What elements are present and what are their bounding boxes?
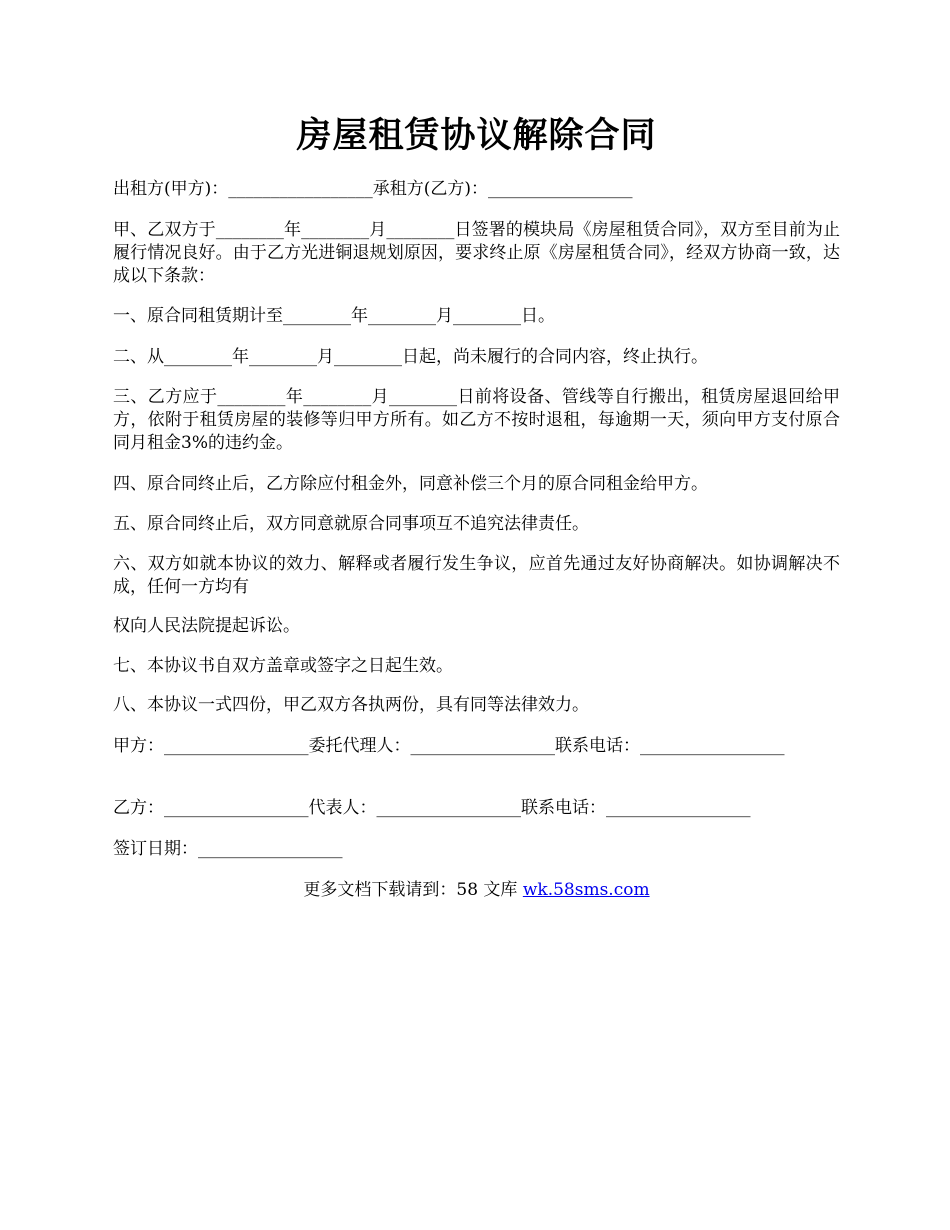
clause-5: 五、原合同终止后，双方同意就原合同事项互不追究法律责任。 [113, 514, 589, 534]
footer-text: 更多文档下载请到：58 文库 [303, 880, 523, 900]
intro-paragraph: 甲、乙双方于________年________月________日签署的模块局《房屋租赁合同》，双方至目前为止履行情况良好。由于乙方光进铜退规划原因，要求终止原《房屋租赁合同》，经双方协商一致，达成以下条款： [113, 220, 840, 286]
signing-date: 签订日期：_________________ [113, 839, 343, 859]
footer [113, 879, 840, 902]
parties-line: 出租方(甲方)：_________________承租方(乙方)：_________________ [113, 179, 633, 199]
clause-2: 二、从________年________月________日起，尚未履行的合同内容，终止执行。 [113, 347, 708, 367]
footer-link[interactable]: wk.58sms.com [522, 880, 650, 900]
clause-4: 四、原合同终止后，乙方除应付租金外，同意补偿三个月的原合同租金给甲方。 [113, 474, 708, 494]
clause-1: 一、原合同租赁期计至________年________月________日。 [113, 306, 555, 326]
clause-3: 三、乙方应于________年________月________日前将设备、管线等自行搬出，租赁房屋退回给甲方，依附于租赁房屋的装修等归甲方所有。如乙方不按时退租，每逾期一天，须向甲方支付原合同月租金3%的违约金。 [113, 387, 840, 453]
clause-7: 七、本协议书自双方盖章或签字之日起生效。 [113, 656, 453, 676]
clause-6-continued: 权向人民法院提起诉讼。 [113, 616, 300, 636]
clause-8: 八、本协议一式四份，甲乙双方各执两份，具有同等法律效力。 [113, 695, 589, 715]
signature-party-a: 甲方：_________________委托代理人：_________________联系电话：_________________ [113, 736, 785, 756]
clause-6: 六、双方如就本协议的效力、解释或者履行发生争议，应首先通过友好协商解决。如协调解决不成，任何一方均有 [113, 554, 840, 597]
signature-party-b: 乙方：_________________代表人：_________________联系电话：_________________ [113, 798, 751, 818]
document-title: 房屋租赁协议解除合同 [296, 115, 657, 156]
